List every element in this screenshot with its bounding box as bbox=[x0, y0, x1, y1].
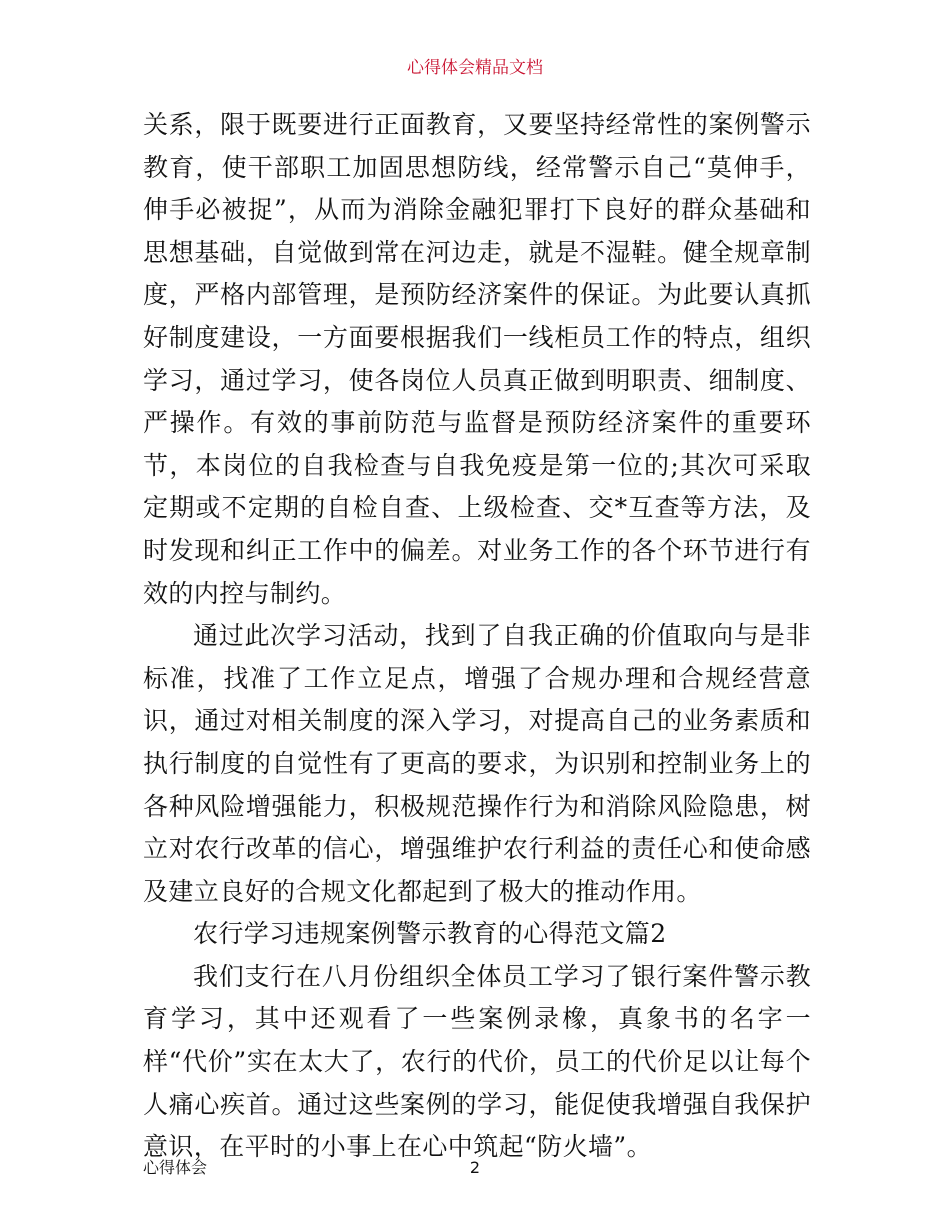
footer-label: 心得体会 bbox=[143, 1158, 208, 1177]
paragraph-3: 我们支行在八月份组织全体员工学习了银行案件警示教育学习，其中还观看了一些案例录橡，真象书的名字一样“代价”实在太大了，农行的代价，员工的代价足以让每个人痛心疾首。通过这些案例的学习，能促使我增强自我保护意识，在平时的小事上在心中筑起“防火墙”。 bbox=[143, 961, 811, 1162]
page-number: 2 bbox=[469, 1158, 481, 1177]
section-heading: 农行学习违规案例警示教育的心得范文篇2 bbox=[193, 919, 667, 949]
document-body bbox=[143, 104, 811, 1169]
paragraph-2: 通过此次学习活动，找到了自我正确的价值取向与是非标准，找准了工作立足点，增强了合规办理和合规经营意识，通过对相关制度的深入学习，对提高自己的业务素质和执行制度的自觉性有了更高的要求，为识别和控制业务上的各种风险增强能力，积极规范操作行为和消除风险隐患，树立对农行改革的信心，增强维护农行利益的责任心和使命感及建立良好的合规文化都起到了极大的推动作用。 bbox=[143, 621, 811, 906]
paragraph-1: 关系，限于既要进行正面教育，又要坚持经常性的案例警示教育，使干部职工加固思想防线，经常警示自己“莫伸手，伸手必被捉”，从而为消除金融犯罪打下良好的群众基础和思想基础，自觉做到常在河边走，就是不湿鞋。健全规章制度，严格内部管理，是预防经济案件的保证。为此要认真抓好制度建设，一方面要根据我们一线柜员工作的特点，组织学习，通过学习，使各岗位人员真正做到明职责、细制度、严操作。有效的事前防范与监督是预防经济案件的重要环节，本岗位的自我检查与自我免疫是第一位的;其次可采取定期或不定期的自检自查、上级检查、交*互查等方法，及时发现和纠正工作中的偏差。对业务工作的各个环节进行有效的内控与制约。 bbox=[143, 110, 811, 608]
page-header-title: 心得体会精品文档 bbox=[407, 58, 543, 78]
